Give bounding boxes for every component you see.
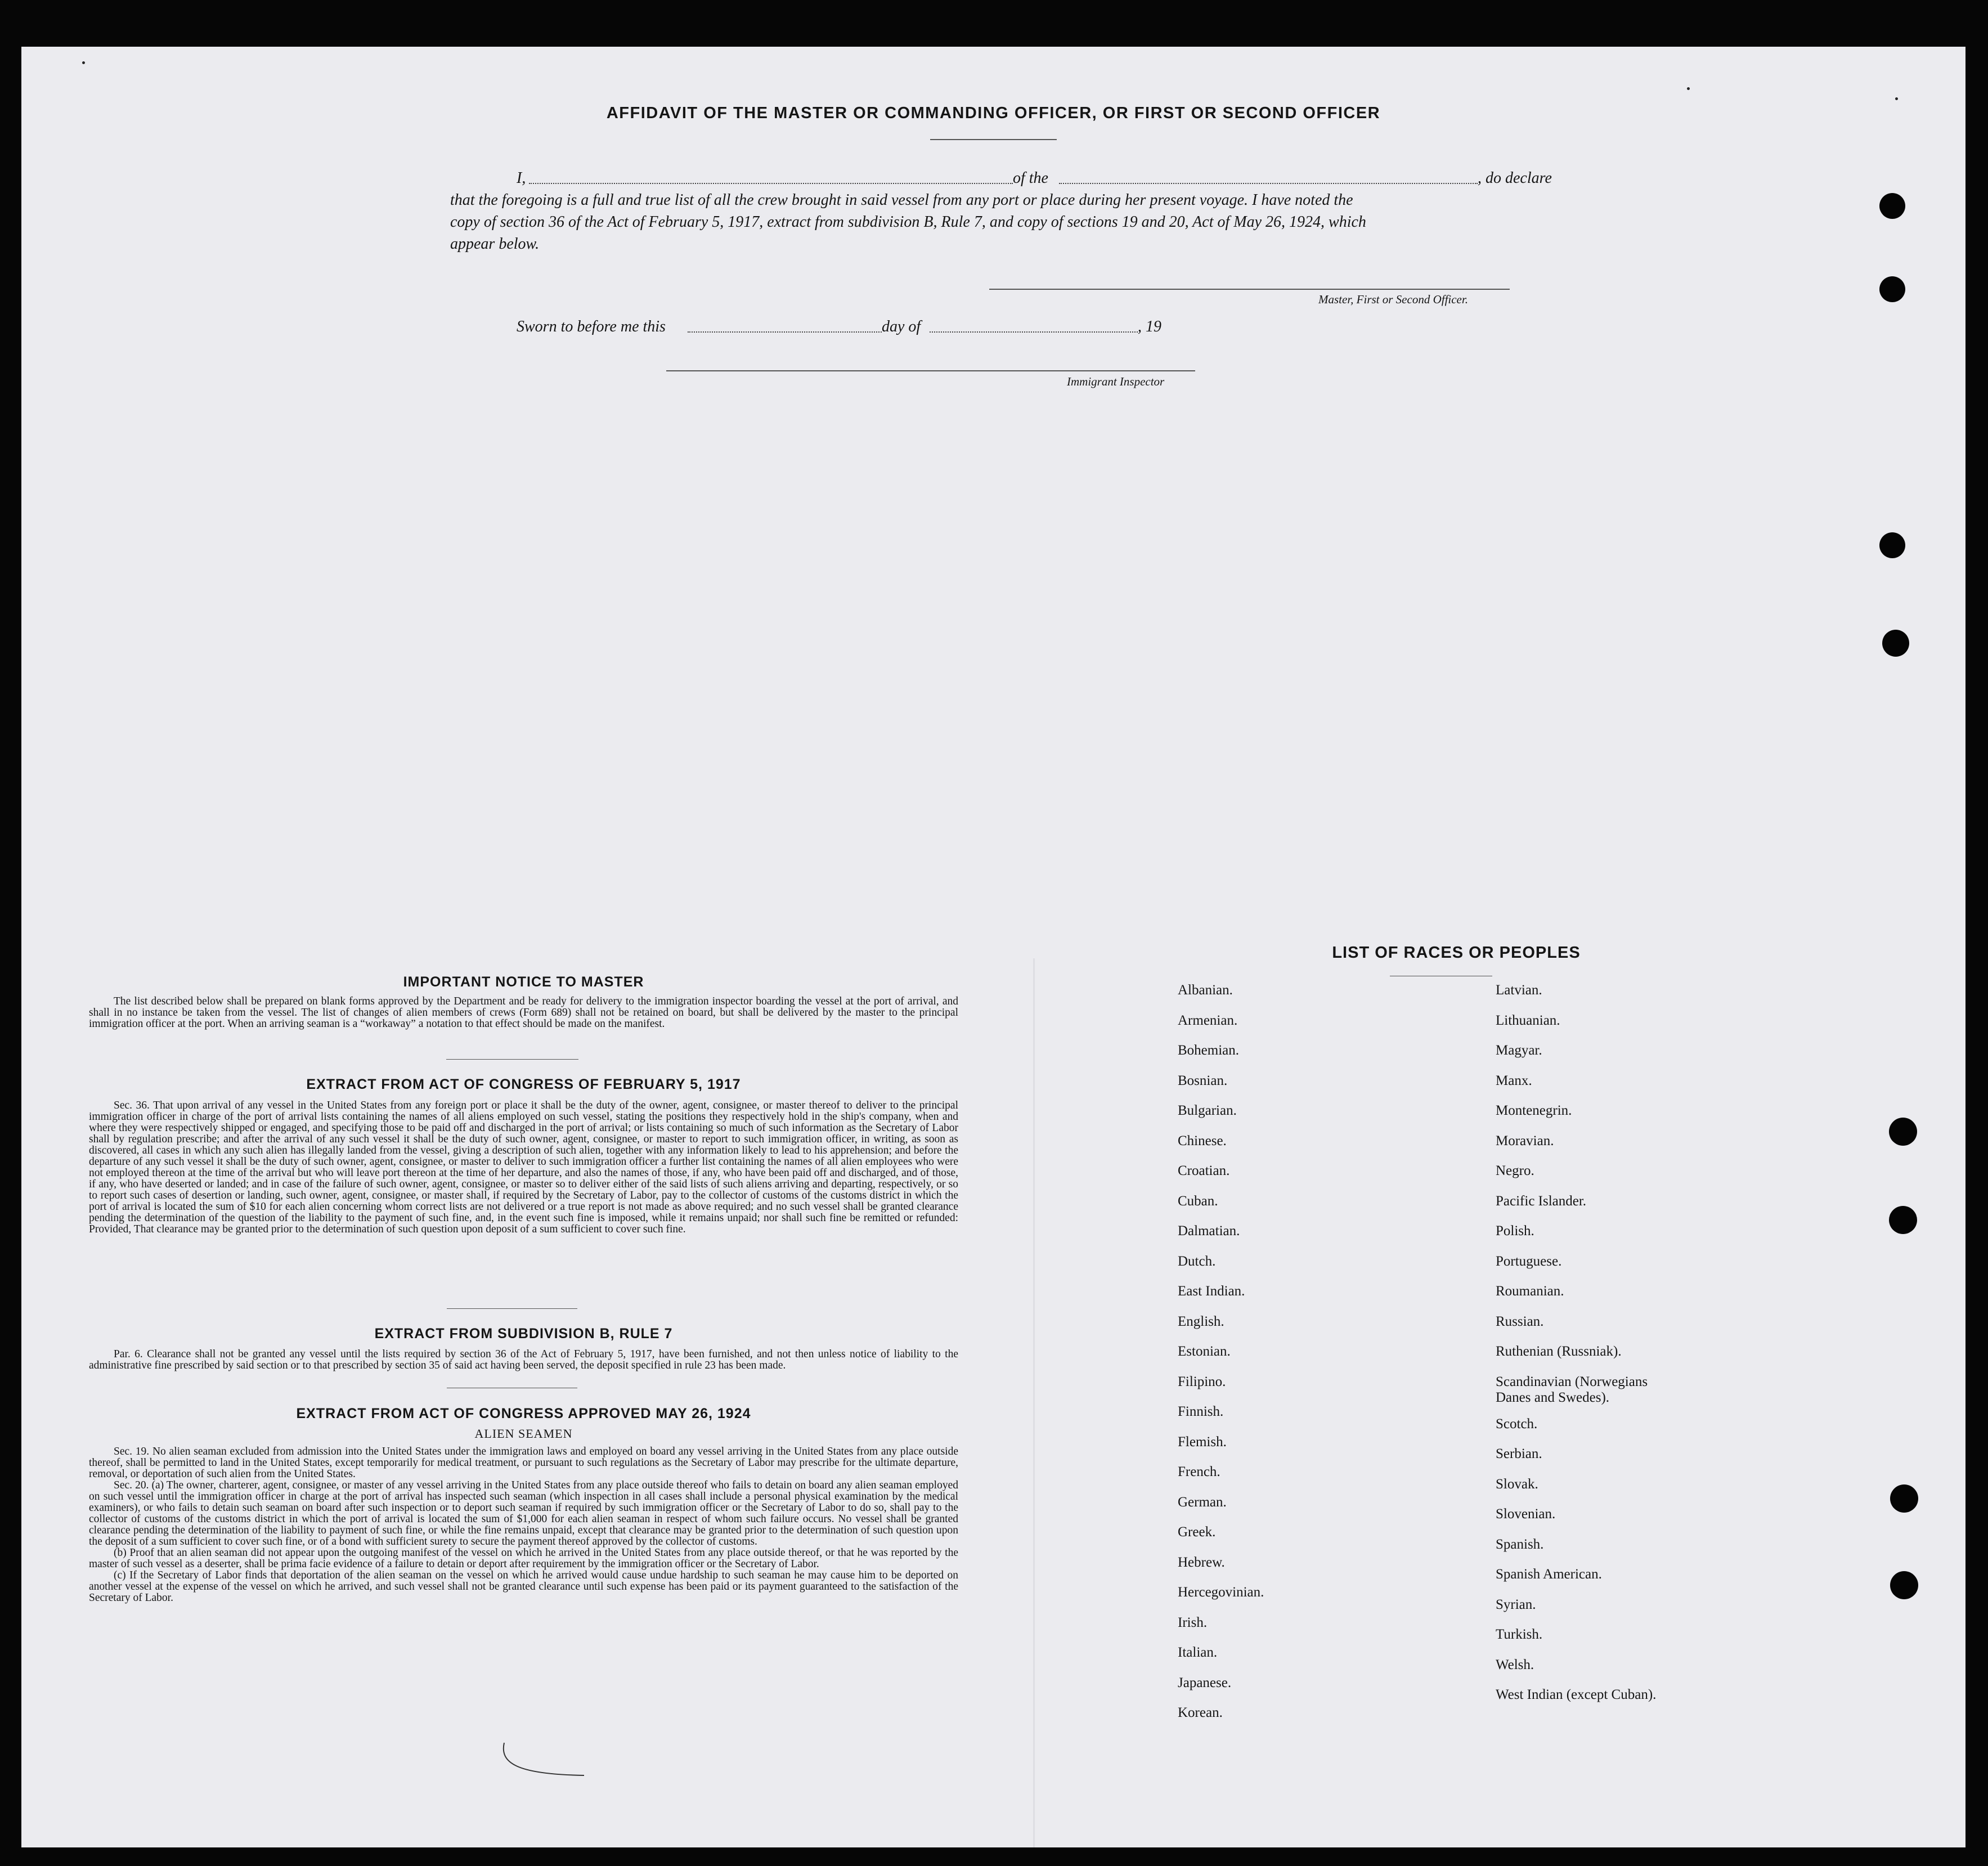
name-blank[interactable] — [529, 182, 1013, 184]
binding-hole — [1890, 1484, 1918, 1513]
race-item: Syrian. — [1496, 1596, 1536, 1612]
race-item: French. — [1178, 1464, 1220, 1479]
race-item: Spanish American. — [1496, 1567, 1602, 1582]
extract-1917-text: Sec. 36. That upon arrival of any vessel in the United States from any foreign port or place it shall be the duty of the owner, agent, consignee, or master thereof to deliver to the principal immigration officer in charge of the port of arrival lists containing the names of all aliens employed on such vessel, stating the positions they respectively hold in the ship's company, when and where they were respectively shipped or engaged, and specifying those to be paid off and discharged in the port of arrival; or lists containing so much of such information as the Secretary of Labor shall by regulation prescribe; and after the arrival of any such vessel it shall be the duty of such owner, agent, consignee, or master to report to such immigration officer, in writing, as soon as discovered, all cases in which any such alien has illegally landed from the vessel, giving a description of such alien, together with any information likely to lead to his apprehension; and before the departure of any such vessel it shall be the duty of such owner, agent, consignee, or master to deliver to such immigration officer a further list containing the names of all alien employees who were not employed thereon at the time of the arrival but who will leave port thereon at the time of her departure, and also the names of those, if any, who have been paid off and discharged, and of those, if any, who have deserted or landed; and in case of the failure of such owner, agent, consignee, or master so to deliver either of the said lists of such aliens arriving and departing, respectively, or so to report such cases of desertion or landing, such owner, agent, consignee, or master shall, if required by the Secretary of Labor, pay to the collector of customs of the customs district in which the port of arrival is located the sum of $10 for each alien concerning whom correct lists are not delivered or a true report is not made as above required; and no such vessel shall be granted clearance pending the determination of the question of the liability to the payment of such fine, and, in the event such fine is imposed, while it remains unpaid; nor shall such fine be remitted or refunded: Provided, That clearance may be granted prior to the determination of such question upon deposit of a sum sufficient to cover such fine. — [89, 1100, 958, 1235]
declare-label: , do declare — [1478, 169, 1552, 187]
race-item: Portuguese. — [1496, 1253, 1562, 1269]
sworn-date-blank[interactable] — [688, 330, 882, 333]
race-item: Estonian. — [1178, 1344, 1231, 1359]
race-item: Armenian. — [1178, 1012, 1238, 1028]
race-item: Pacific Islander. — [1496, 1193, 1587, 1209]
binding-hole — [1882, 630, 1909, 657]
binding-hole — [1889, 1118, 1917, 1146]
race-item: German. — [1178, 1494, 1227, 1510]
binding-hole — [1890, 1571, 1918, 1599]
year-label: , 19 — [1138, 318, 1161, 335]
race-item: Italian. — [1178, 1645, 1218, 1660]
speck — [82, 61, 85, 64]
race-item: Dalmatian. — [1178, 1223, 1240, 1239]
race-item: Negro. — [1496, 1163, 1534, 1178]
master-signature-line[interactable] — [989, 289, 1510, 290]
race-item: Japanese. — [1178, 1675, 1232, 1690]
race-item: Dutch. — [1178, 1253, 1216, 1269]
notice-text: The list described below shall be prepared on blank forms approved by the Department and be ready for delivery to the immigration inspector boarding the vessel at the port of arrival, and shall in no instance be taken from the vessel. The list of changes of alien members of crews (Form 689) shall not be retained on board, but shall be delivered by the master to the principal immigration officer at the port. When an arriving seaman is a “workaway” a notation to that effect should be made on the manifest. — [89, 995, 958, 1030]
race-item: Greek. — [1178, 1524, 1216, 1540]
speck — [1687, 87, 1690, 90]
race-item: Croatian. — [1178, 1163, 1230, 1178]
race-item: East Indian. — [1178, 1284, 1245, 1299]
day-of-label: day of — [882, 318, 921, 335]
race-item: Hercegovinian. — [1178, 1585, 1264, 1600]
race-item: Hebrew. — [1178, 1554, 1225, 1570]
sworn-label: Sworn to before me this — [517, 318, 666, 335]
notice-title: IMPORTANT NOTICE TO MASTER — [403, 974, 644, 990]
race-item: Scandinavian (Norwegians Danes and Swedes). — [1496, 1374, 1648, 1405]
extract-1917-title: EXTRACT FROM ACT OF CONGRESS OF FEBRUARY 5, 1917 — [306, 1076, 741, 1092]
master-signature-label: Master, First or Second Officer. — [1318, 293, 1468, 306]
page-fold — [1033, 958, 1035, 1847]
race-item: West Indian (except Cuban). — [1496, 1687, 1657, 1702]
race-item: Polish. — [1496, 1223, 1534, 1239]
race-item: Magyar. — [1496, 1043, 1542, 1058]
extract-1924-title: EXTRACT FROM ACT OF CONGRESS APPROVED MAY 26, 1924 — [296, 1406, 751, 1421]
race-item: Finnish. — [1178, 1404, 1224, 1419]
binding-hole — [1879, 276, 1905, 302]
race-item: Ruthenian (Russniak). — [1496, 1344, 1622, 1359]
race-item: Filipino. — [1178, 1374, 1226, 1389]
speck — [1895, 97, 1898, 100]
race-item: Moravian. — [1496, 1133, 1554, 1149]
pencil-mark — [500, 1741, 590, 1786]
race-item: Irish. — [1178, 1614, 1208, 1630]
document-page — [21, 47, 1965, 1847]
inspector-label: Immigrant Inspector — [1067, 375, 1165, 388]
alien-seamen-subtitle: ALIEN SEAMEN — [474, 1427, 573, 1441]
race-item: Flemish. — [1178, 1434, 1227, 1450]
extract-1924-text: Sec. 19. No alien seaman excluded from admission into the United States under the immigration laws and employed on board any vessel arriving in the United States from any place outside thereof, shall be permitted to land in the United States, except temporarily for medical treatment, or pursuant to such regulations as the Secretary of Labor may prescribe for the ultimate departure, removal, or deportation of such alien from the United States. Sec. 20. (a) The owner, charterer, agent, consignee, or master of any vessel arriving in the United States from any place outside thereof who fails to detain on board any alien seaman employed on such vessel until the immigration officer in charge at the port of arrival has inspected such seaman (which inspection in all cases shall include a personal physical examination by the medical examiners), or who fails to detain such seaman on board after such inspection or to deport such seaman if required by such immigration officer or the Secretary of Labor to do so, shall pay to the collector of customs of the customs district in which the port of arrival is located the sum of $1,000 for each alien seaman in respect of whom such failure occurs. No vessel shall be granted clearance pending the determination of the liability to payment of such fine, or while the fine remains unpaid, except that clearance may be granted prior to the determination of such question upon the deposit of a sum sufficient to cover such fine, or of a bond with sufficient surety to secure the payment thereof approved by the collector of customs. (b) Proof that an alien seaman did not appear upon the outgoing manifest of the vessel on which he arrived in the United States from any place outside thereof, or that he was reported by the master of such vessel as a deserter, shall be prima facie evidence of a failure to detain or deport after requirement by the immigration officer or the Secretary of Labor. (c) If the Secretary of Labor finds that deportation of the alien seaman on the vessel on which he arrived would cause undue hardship to such seaman he may cause him to be deported on another vessel at the expense of the vessel on which he arrived, and such vessel shall not be granted clearance until such expense has been paid or its payment guaranteed to the satisfaction of the Secretary of Labor. — [89, 1446, 958, 1604]
race-item: Bohemian. — [1178, 1043, 1240, 1058]
binding-hole — [1889, 1206, 1917, 1234]
binding-hole — [1879, 532, 1905, 558]
race-item: Lithuanian. — [1496, 1012, 1560, 1028]
race-item: Serbian. — [1496, 1446, 1542, 1461]
race-item: Slovak. — [1496, 1476, 1538, 1492]
race-item: Bulgarian. — [1178, 1103, 1237, 1118]
affidavit-line-4: appear below. — [450, 235, 540, 253]
race-item: Roumanian. — [1496, 1284, 1564, 1299]
race-item: Chinese. — [1178, 1133, 1227, 1149]
race-item: Turkish. — [1496, 1627, 1543, 1642]
race-item: Welsh. — [1496, 1657, 1534, 1672]
race-item: Bosnian. — [1178, 1073, 1228, 1088]
vessel-blank[interactable] — [1059, 182, 1478, 184]
divider-1 — [446, 1059, 578, 1060]
i-label: I, — [517, 169, 526, 187]
inspector-signature-line[interactable] — [666, 370, 1195, 371]
binding-hole — [1879, 193, 1905, 219]
affidavit-line-2: that the foregoing is a full and true list of all the crew brought in said vessel from any port or place during her present voyage. I have noted the — [450, 191, 1353, 209]
race-item: Russian. — [1496, 1313, 1544, 1329]
title-divider — [930, 139, 1057, 140]
race-item: Montenegrin. — [1496, 1103, 1572, 1118]
race-item: Latvian. — [1496, 983, 1542, 998]
rule7-text: Par. 6. Clearance shall not be granted any vessel until the lists required by section 36 of the Act of February 5, 1917, have been furnished, and not then unless notice of liability to the administrative fine prescribed by said section or to that prescribed by section 35 of said act having been served, the deposit specified in rule 23 has been made. — [89, 1348, 958, 1371]
race-item: Spanish. — [1496, 1536, 1544, 1552]
race-item: Albanian. — [1178, 983, 1233, 998]
race-item: Korean. — [1178, 1705, 1223, 1720]
race-item: Slovenian. — [1496, 1506, 1556, 1522]
race-item: Manx. — [1496, 1073, 1532, 1088]
race-item: Cuban. — [1178, 1193, 1218, 1209]
divider-2 — [447, 1308, 577, 1309]
month-blank[interactable] — [930, 330, 1138, 333]
rule7-title: EXTRACT FROM SUBDIVISION B, RULE 7 — [374, 1326, 673, 1342]
race-item: Scotch. — [1496, 1416, 1538, 1432]
races-left-column — [1178, 983, 1264, 1735]
races-right-column — [1496, 983, 1656, 1717]
affidavit-line-3: copy of section 36 of the Act of February 5, 1917, extract from subdivision B, Rule 7, and copy of sections 19 and 20, Act of May 26, 1924, which — [450, 213, 1366, 231]
of-the-label: of the — [1013, 169, 1048, 187]
affidavit-title: AFFIDAVIT OF THE MASTER OR COMMANDING OFFICER, OR FIRST OR SECOND OFFICER — [606, 104, 1381, 122]
races-title: LIST OF RACES OR PEOPLES — [1332, 944, 1581, 962]
race-item: English. — [1178, 1313, 1224, 1329]
